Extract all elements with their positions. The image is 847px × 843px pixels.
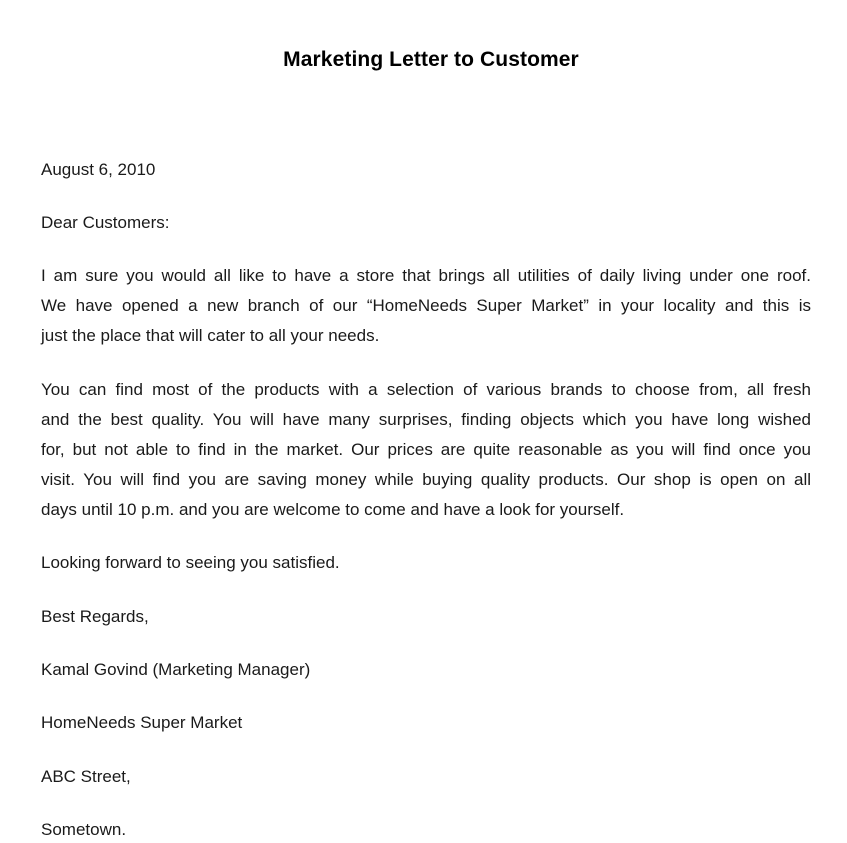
paragraph-2-line: visit. You will find you are saving money while buying quality products. Our shop is open on all	[41, 470, 811, 489]
paragraph-2-line: and the best quality. You will have many surprises, finding objects which you have long wished	[41, 410, 811, 429]
sender-name: Kamal Govind (Marketing Manager)	[41, 660, 311, 679]
paragraph-2-line: You can find most of the products with a selection of various brands to choose from, all fresh	[41, 380, 811, 399]
paragraph-2-line: days until 10 p.m. and you are welcome to come and have a look for yourself.	[41, 500, 625, 519]
paragraph-1	[41, 261, 811, 351]
paragraph-2	[41, 375, 811, 525]
closing-line: Looking forward to seeing you satisfied.	[41, 553, 340, 572]
paragraph-1-line: just the place that will cater to all your needs.	[41, 326, 380, 345]
street-address: ABC Street,	[41, 767, 131, 786]
paragraph-2-line: for, but not able to find in the market. Our prices are quite reasonable as you will find once you	[41, 440, 811, 459]
company-name: HomeNeeds Super Market	[41, 713, 243, 732]
letter-title: Marketing Letter to Customer	[283, 48, 579, 71]
salutation: Dear Customers:	[41, 213, 170, 232]
paragraph-1-line: I am sure you would all like to have a store that brings all utilities of daily living under one roof.	[41, 266, 811, 285]
paragraph-1-line: We have opened a new branch of our “HomeNeeds Super Market” in your locality and this is	[41, 296, 811, 315]
sign-off: Best Regards,	[41, 607, 149, 626]
town: Sometown.	[41, 820, 127, 839]
letter-date: August 6, 2010	[41, 160, 156, 179]
